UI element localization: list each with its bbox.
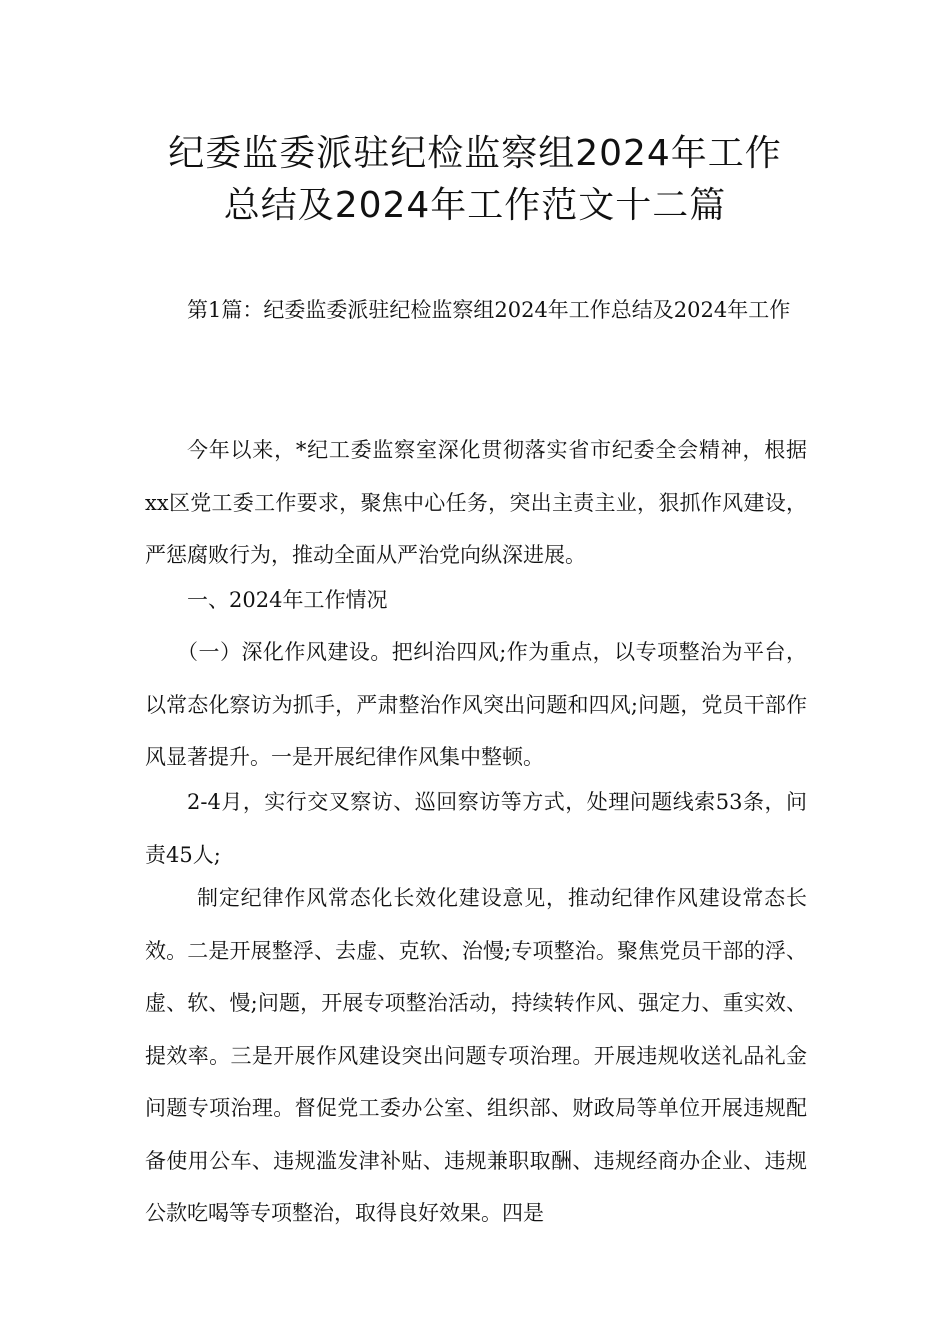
intro-paragraph: 今年以来，*纪工委监察室深化贯彻落实省市纪委全会精神，根据xx区党工委工作要求，聚焦中心任务，突出主责主业，狠抓作风建设，严惩腐败行为，推动全面从严治党向纵深进展。 bbox=[145, 438, 807, 567]
title-line-2: 总结及2024年工作范文十二篇 bbox=[223, 185, 727, 226]
section-heading: 一、2024年工作情况 bbox=[187, 588, 388, 612]
chapter-heading: 第1篇：纪委监委派驻纪检监察组2024年工作总结及2024年工作 bbox=[187, 298, 791, 322]
body-paragraph: （一）深化作风建设。把纠治四风;作为重点，以专项整治为平台，以常态化察访为抓手，严肃整治作风突出问题和四风;问题，党员干部作风显著提升。一是开展纪律作风集中整顿。 bbox=[145, 640, 807, 769]
document-title bbox=[100, 128, 850, 232]
body-paragraph: 制定纪律作风常态化长效化建设意见，推动纪律作风建设常态长效。二是开展整浮、去虚、克软、治慢;专项整治。聚焦党员干部的浮、虚、软、慢;问题，开展专项整治活动，持续转作风、强定力、重实效、提效率。三是开展作风建设突出问题专项治理。开展违规收送礼品礼金问题专项治理。督促党工委办公室、组织部、财政局等单位开展违规配备使用公车、违规滥发津补贴、违规兼职取酬、违规经商办企业、违规公款吃喝等专项整治，取得良好效果。四是 bbox=[145, 886, 807, 1225]
body-paragraph: 2-4月，实行交叉察访、巡回察访等方式，处理问题线索53条，问责45人; bbox=[145, 790, 807, 867]
title-line-1: 纪委监委派驻纪检监察组2024年工作 bbox=[168, 133, 782, 174]
